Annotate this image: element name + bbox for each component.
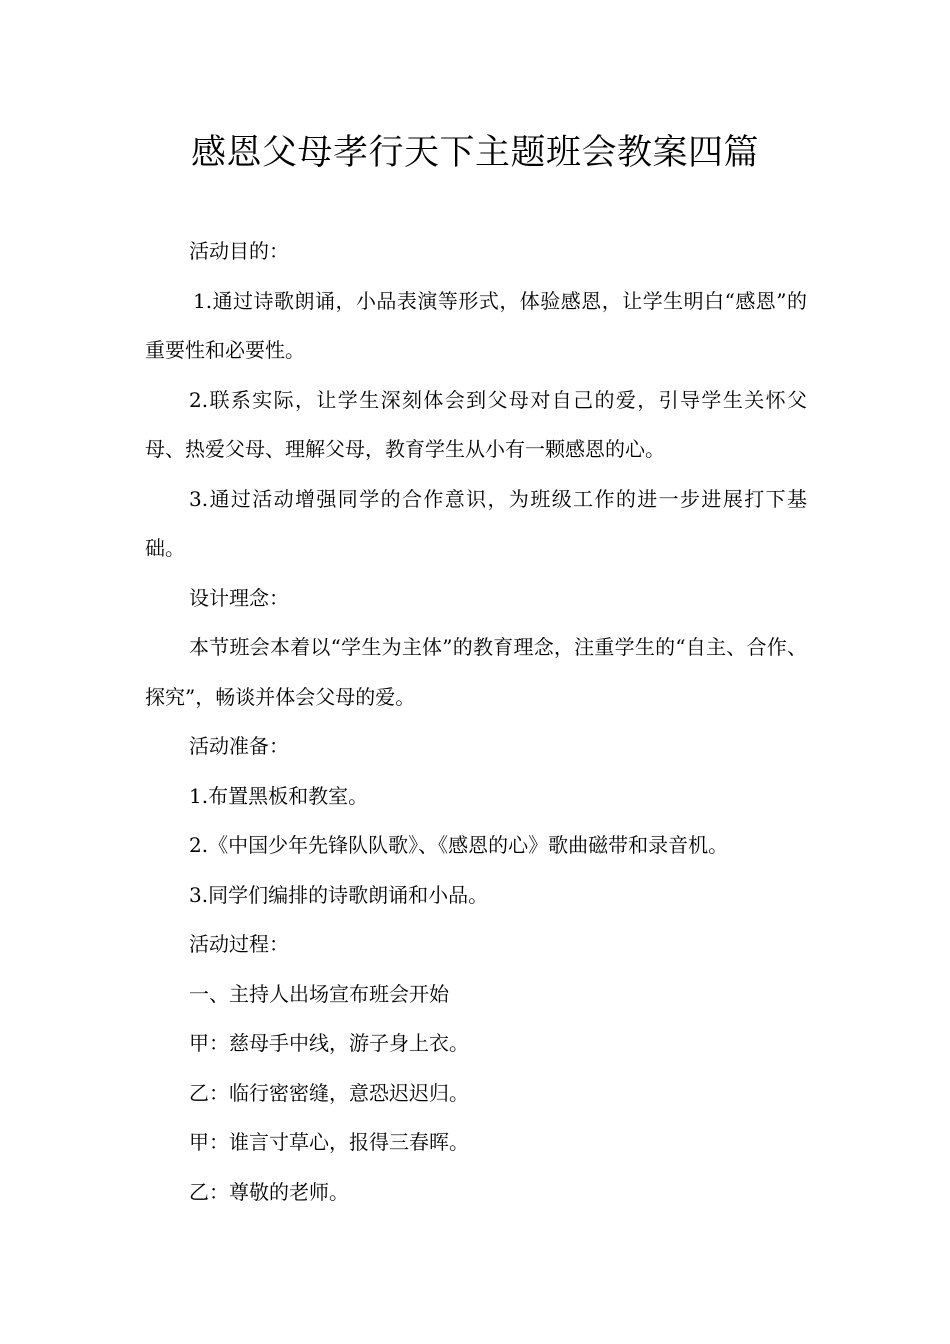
purpose-item-1: 1.通过诗歌朗诵，小品表演等形式，体验感恩，让学生明白“感恩”的重要性和必要性。	[145, 288, 807, 362]
section-heading-concept: 设计理念：	[189, 585, 289, 610]
preparation-item-2: 2.《中国少年先锋队队歌》、《感恩的心》歌曲磁带和录音机。	[189, 833, 729, 857]
dialogue-line: 乙：临行密密缝，意恐迟迟归。	[189, 1080, 469, 1105]
dialogue-line: 甲：慈母手中线，游子身上衣。	[189, 1031, 469, 1055]
process-step-1: 一、主持人出场宣布班会开始	[189, 981, 449, 1006]
document-title: 感恩父母孝行天下主题班会教案四篇	[190, 133, 759, 173]
preparation-item-1: 1.布置黑板和教室。	[189, 783, 369, 808]
section-heading-preparation: 活动准备：	[189, 734, 289, 758]
section-heading-purpose: 活动目的：	[189, 239, 289, 263]
dialogue-line: 甲：谁言寸草心，报得三春晖。	[189, 1130, 469, 1154]
preparation-item-3: 3.同学们编排的诗歌朗诵和小品。	[189, 882, 489, 907]
document-body	[145, 227, 807, 1217]
concept-paragraph: 本节班会本着以“学生为主体”的教育理念，注重学生的“自主、合作、探究”，畅谈并体会父母的爱。	[145, 635, 807, 709]
dialogue-line: 乙：尊敬的老师。	[189, 1179, 349, 1204]
purpose-item-2: 2.联系实际，让学生深刻体会到父母对自己的爱，引导学生关怀父母、热爱父母、理解父母，教育学生从小有一颗感恩的心。	[145, 387, 807, 461]
section-heading-process: 活动过程：	[189, 932, 289, 956]
purpose-item-3: 3.通过活动增强同学的合作意识，为班级工作的进一步进展打下基础。	[145, 486, 807, 560]
